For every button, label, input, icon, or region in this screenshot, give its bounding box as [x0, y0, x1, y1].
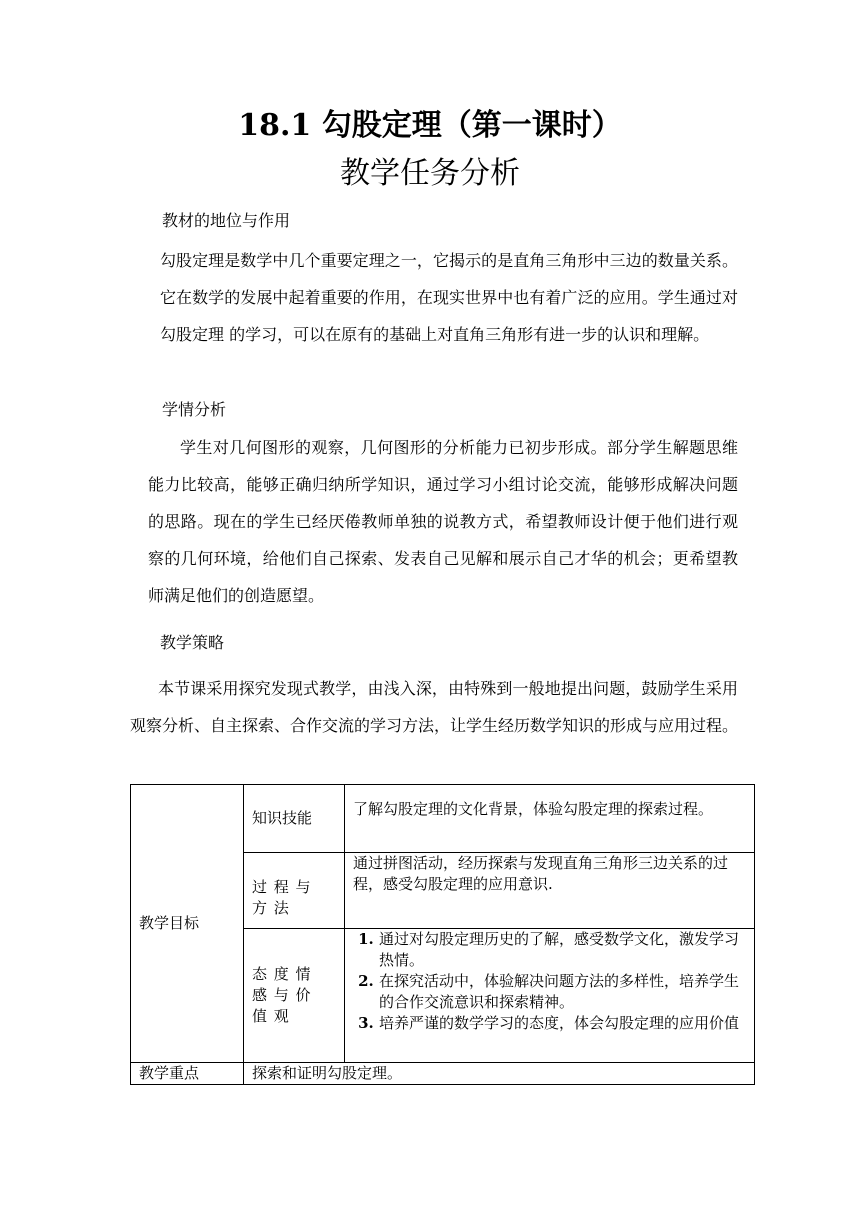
goals-label-cell: 教学目标 [131, 785, 244, 1063]
attitude-values-content [345, 929, 755, 1063]
section-heading-strategy: 教学策略 [160, 633, 225, 652]
list-item: 3. 培养严谨的数学学习的态度，体会勾股定理的应用价值 [379, 1013, 746, 1034]
section-body-strategy: 本节课采用探究发现式教学，由浅入深，由特殊到一般地提出问题，鼓励学生采用观察分析、自主探索、合作交流的学习方法，让学生经历数学知识的形成与应用过程。 [130, 679, 739, 735]
table-row [131, 785, 755, 853]
section-body-textbook: 勾股定理是数学中几个重要定理之一，它揭示的是直角三角形中三边的数量关系。它在数学的发展中起着重要的作用，在现实世界中也有着广泛的应用。学生通过对勾股定理 的学习，可以在原有的基础上对直角三角形有进一步的认识和理解。 [160, 251, 738, 344]
list-item: 1. 通过对勾股定理历史的了解，感受数学文化，激发学习热情。 [379, 929, 746, 971]
section-heading-students: 学情分析 [162, 400, 227, 419]
attitude-values-label: 态度情感与价值观 [244, 929, 345, 1063]
table-row [131, 1063, 755, 1085]
key-point-content: 探索和证明勾股定理。 [244, 1063, 755, 1085]
knowledge-skills-content: 了解勾股定理的文化背景，体验勾股定理的探索过程。 [345, 785, 755, 853]
process-method-content: 通过拼图活动，经历探索与发现直角三角形三边关系的过程，感受勾股定理的应用意识. [345, 853, 755, 929]
key-point-label: 教学重点 [131, 1063, 244, 1085]
document-title: 18.1 勾股定理（第一课时） [238, 108, 622, 143]
process-method-label: 过程与方法 [244, 853, 345, 929]
teaching-goals-table [130, 784, 755, 1085]
section-body-students: 学生对几何图形的观察，几何图形的分析能力已初步形成。部分学生解题思维能力比较高，能够正确归纳所学知识，通过学习小组讨论交流，能够形成解决问题的思路。现在的学生已经厌倦教师单独的说教方式，希望教师设计便于他们进行观察的几何环境，给他们自己探索、发表自己见解和展示自己才华的机会；更希望教师满足他们的创造愿望。 [148, 438, 738, 605]
attitude-values-list [353, 929, 746, 1034]
list-item: 2. 在探究活动中，体验解决问题方法的多样性，培养学生的合作交流意识和探索精神。 [379, 971, 746, 1013]
knowledge-skills-label: 知识技能 [244, 785, 345, 853]
section-heading-textbook: 教材的地位与作用 [162, 211, 291, 230]
document-subtitle: 教学任务分析 [340, 156, 520, 191]
